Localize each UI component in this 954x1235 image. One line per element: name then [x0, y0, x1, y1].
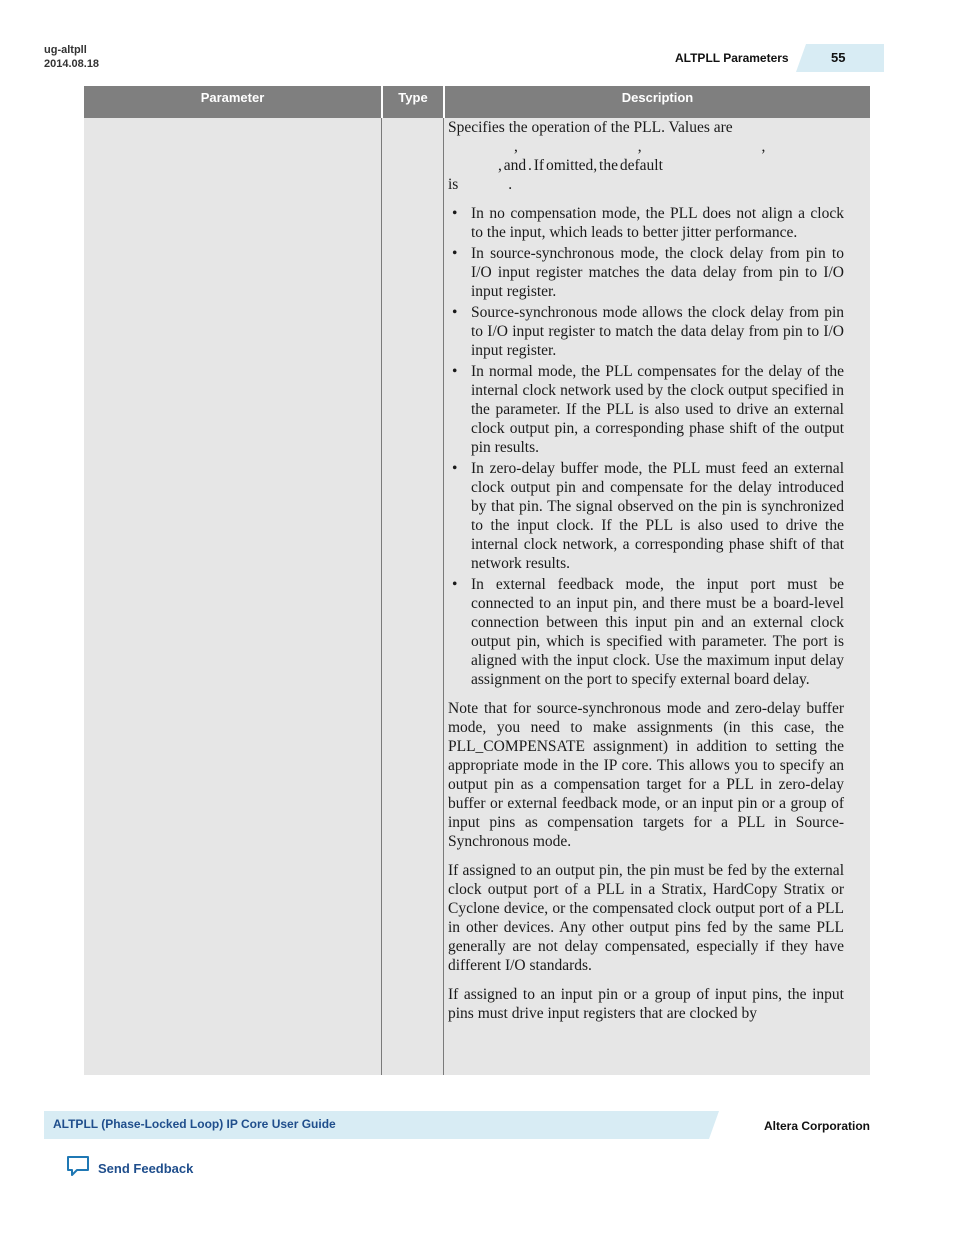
column-header-parameter: Parameter [200, 90, 265, 105]
company-name: Altera Corporation [764, 1119, 871, 1133]
list-item: • In normal mode, the PLL compensates for the delay of the internal clock network used by the clock output specified in the parameter. If the PLL is also used to drive an external clock output pin, a corresponding phase shift of the output pin results. [471, 362, 844, 457]
send-feedback-link[interactable] [66, 1155, 193, 1182]
doc-id: ug-altpll [44, 44, 87, 56]
column-divider [381, 118, 382, 1075]
doc-meta [44, 43, 99, 71]
description-cell [448, 118, 844, 1033]
speech-bubble-icon [66, 1155, 90, 1182]
table-header [84, 86, 870, 118]
output-pin-paragraph: If assigned to an output pin, the pin must be fed by the external clock output port of a PLL in a Stratix, HardCopy Stratix or Cyclone device, or the compensated clock output port of a PLL in other devices. Any other output pins fed by the same PLL generally are not delay compensated, especially if they have different I/O standards. [448, 862, 844, 974]
mode-list [448, 204, 844, 689]
page-number: 55 [831, 50, 846, 65]
list-item: • In external feedback mode, the input port must be connected to an input pin, and there must be a board-level connection between this input pin and an external clock output pin, which is specified with parameter. The port is aligned with the input clock. Use the maximum input delay assignment on the port to specify external board delay. [471, 575, 844, 689]
column-divider [443, 118, 444, 1075]
values-intro: Specifies the operation of the PLL. Values are , , , , and . If omitted, the default is . [448, 119, 766, 193]
guide-title-link[interactable]: ALTPLL (Phase-Locked Loop) IP Core User Guide [53, 1117, 336, 1131]
section-title: ALTPLL Parameters [675, 51, 789, 65]
column-header-description: Description [621, 90, 694, 105]
list-item: • Source-synchronous mode allows the clock delay from pin to I/O input register to match the data delay from pin to I/O input register. [471, 303, 844, 360]
list-item: • In no compensation mode, the PLL does not align a clock to the input, which leads to better jitter performance. [471, 204, 844, 242]
note-paragraph: Note that for source-synchronous mode and zero-delay buffer mode, you need to make assignments (in this case, the PLL_COMPENSATE assignment) in addition to setting the appropriate mode in the IP core. This allows you to specify an output pin as a compensation target for a PLL in zero-delay buffer or external feedback mode, or an input pin or a group of input pins as compensation targets for a PLL in Source- Synchronous mode. [448, 700, 844, 850]
list-item: • In zero-delay buffer mode, the PLL must feed an external clock output pin and compensate for the delay introduced by that pin. The signal observed on the pin is synchronized to the input clock. If the PLL is also used to drive the internal clock network, a corresponding phase shift of that network results. [471, 459, 844, 573]
doc-date: 2014.08.18 [44, 58, 100, 70]
input-pin-paragraph: If assigned to an input pin or a group of input pins, the input pins must drive input registers that are clocked by [448, 986, 844, 1022]
list-item: • In source-synchronous mode, the clock delay from pin to I/O input register matches the data delay from pin to I/O input register. [471, 244, 844, 301]
send-feedback-label: Send Feedback [98, 1161, 194, 1176]
column-header-type: Type [398, 90, 428, 105]
